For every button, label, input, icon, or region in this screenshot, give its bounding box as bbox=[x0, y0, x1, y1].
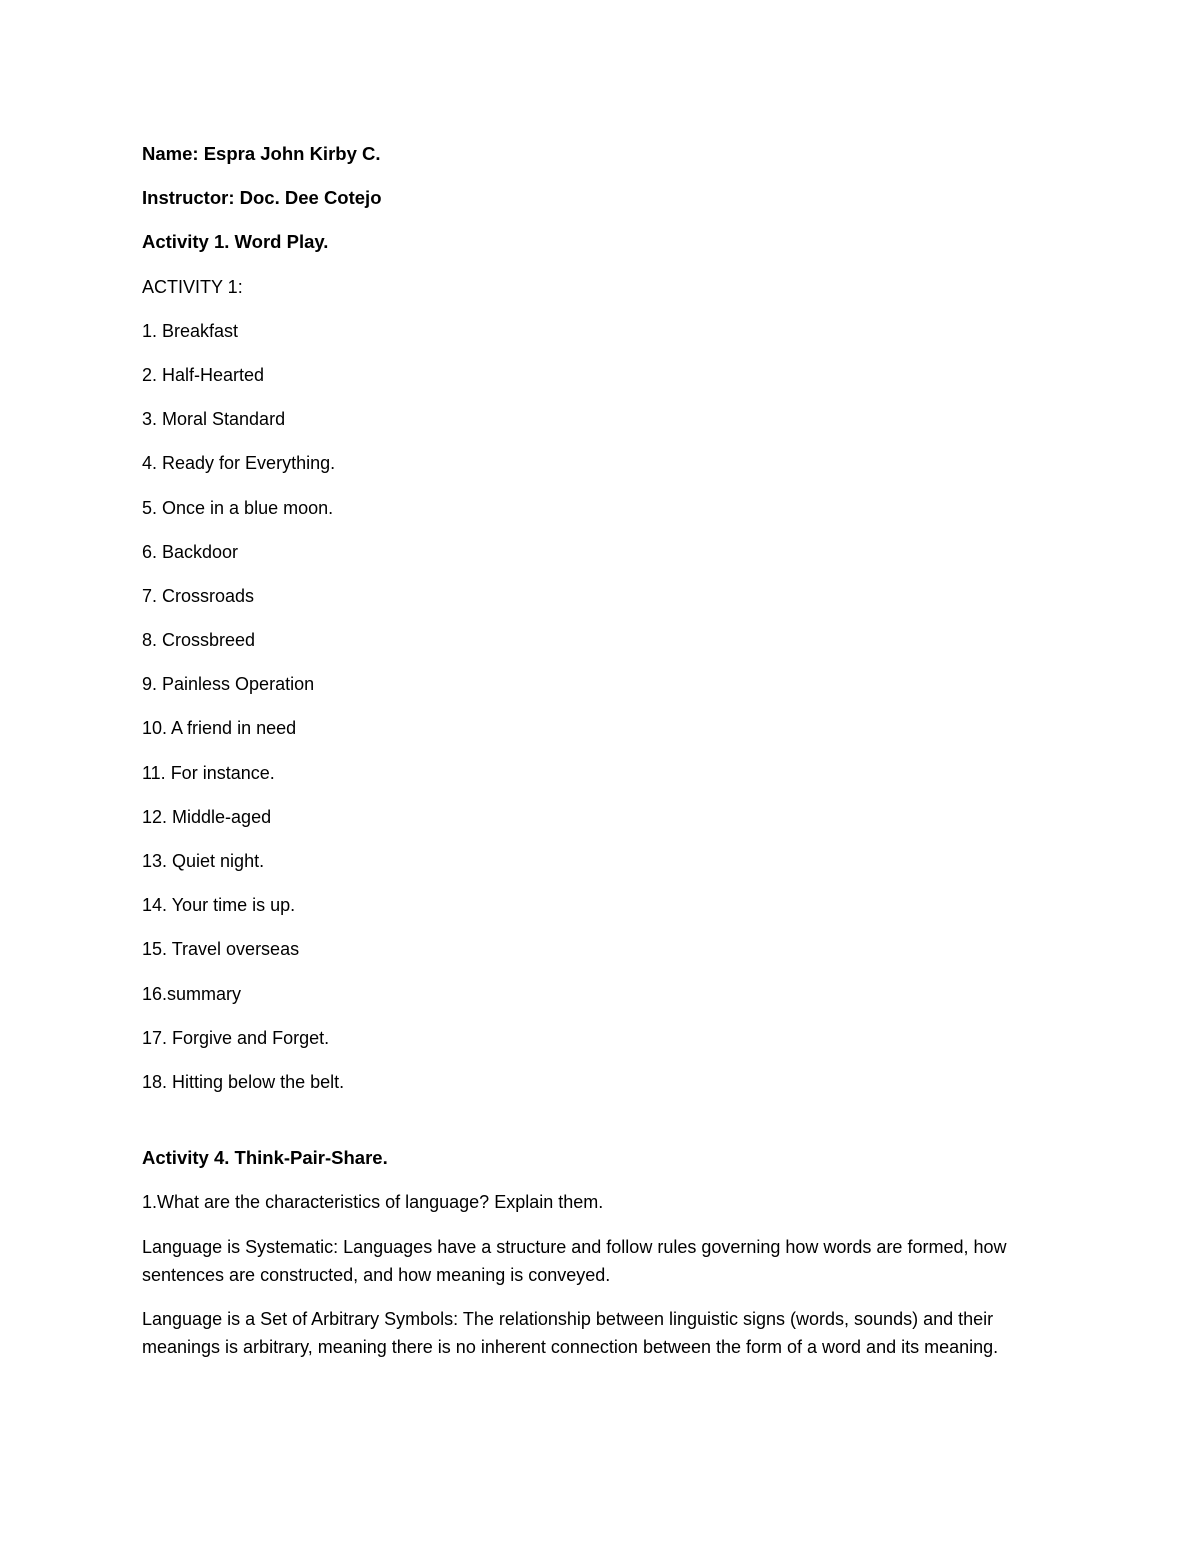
answer-paragraph: Language is a Set of Arbitrary Symbols: The relationship between linguistic signs (words, sounds) and their meanings is arbitrary, meaning there is no inherent connection between the form of a word and its meaning. bbox=[142, 1308, 999, 1357]
list-item: 6. Backdoor bbox=[142, 541, 239, 562]
student-name: Name: Espra John Kirby C. bbox=[142, 143, 381, 164]
list-item: 4. Ready for Everything. bbox=[142, 453, 336, 474]
list-item: 2. Half-Hearted bbox=[142, 364, 265, 385]
list-item: 17. Forgive and Forget. bbox=[142, 1027, 330, 1048]
answer-paragraph: Language is Systematic: Languages have a structure and follow rules governing how words are formed, how sentences are constructed, and how meaning is conveyed. bbox=[142, 1236, 1007, 1285]
list-item: 16.summary bbox=[142, 983, 242, 1004]
list-item: 5. Once in a blue moon. bbox=[142, 497, 334, 518]
activity4-title: Activity 4. Think-Pair-Share. bbox=[142, 1147, 388, 1169]
list-item: 14. Your time is up. bbox=[142, 895, 296, 916]
list-item: 13. Quiet night. bbox=[142, 851, 265, 871]
section-spacer bbox=[142, 1112, 1062, 1144]
instructor-name: Instructor: Doc. Dee Cotejo bbox=[142, 187, 382, 209]
list-item: 1. Breakfast bbox=[142, 320, 239, 341]
document-body bbox=[142, 140, 1062, 1377]
activity1-answer-list bbox=[142, 317, 1062, 1096]
activity1-label: ACTIVITY 1: bbox=[142, 276, 243, 297]
list-item: 3. Moral Standard bbox=[142, 409, 286, 430]
list-item: 18. Hitting below the belt. bbox=[142, 1071, 345, 1092]
list-item: 11. For instance. bbox=[142, 762, 275, 783]
list-item: 8. Crossbreed bbox=[142, 630, 256, 651]
list-item: 12. Middle-aged bbox=[142, 806, 272, 827]
activity1-title: Activity 1. Word Play. bbox=[142, 231, 329, 253]
activity4-question: 1.What are the characteristics of language? Explain them. bbox=[142, 1192, 604, 1213]
list-item: 15. Travel overseas bbox=[142, 939, 300, 960]
list-item: 9. Painless Operation bbox=[142, 674, 315, 695]
list-item: 10. A friend in need bbox=[142, 718, 297, 739]
list-item: 7. Crossroads bbox=[142, 585, 255, 606]
